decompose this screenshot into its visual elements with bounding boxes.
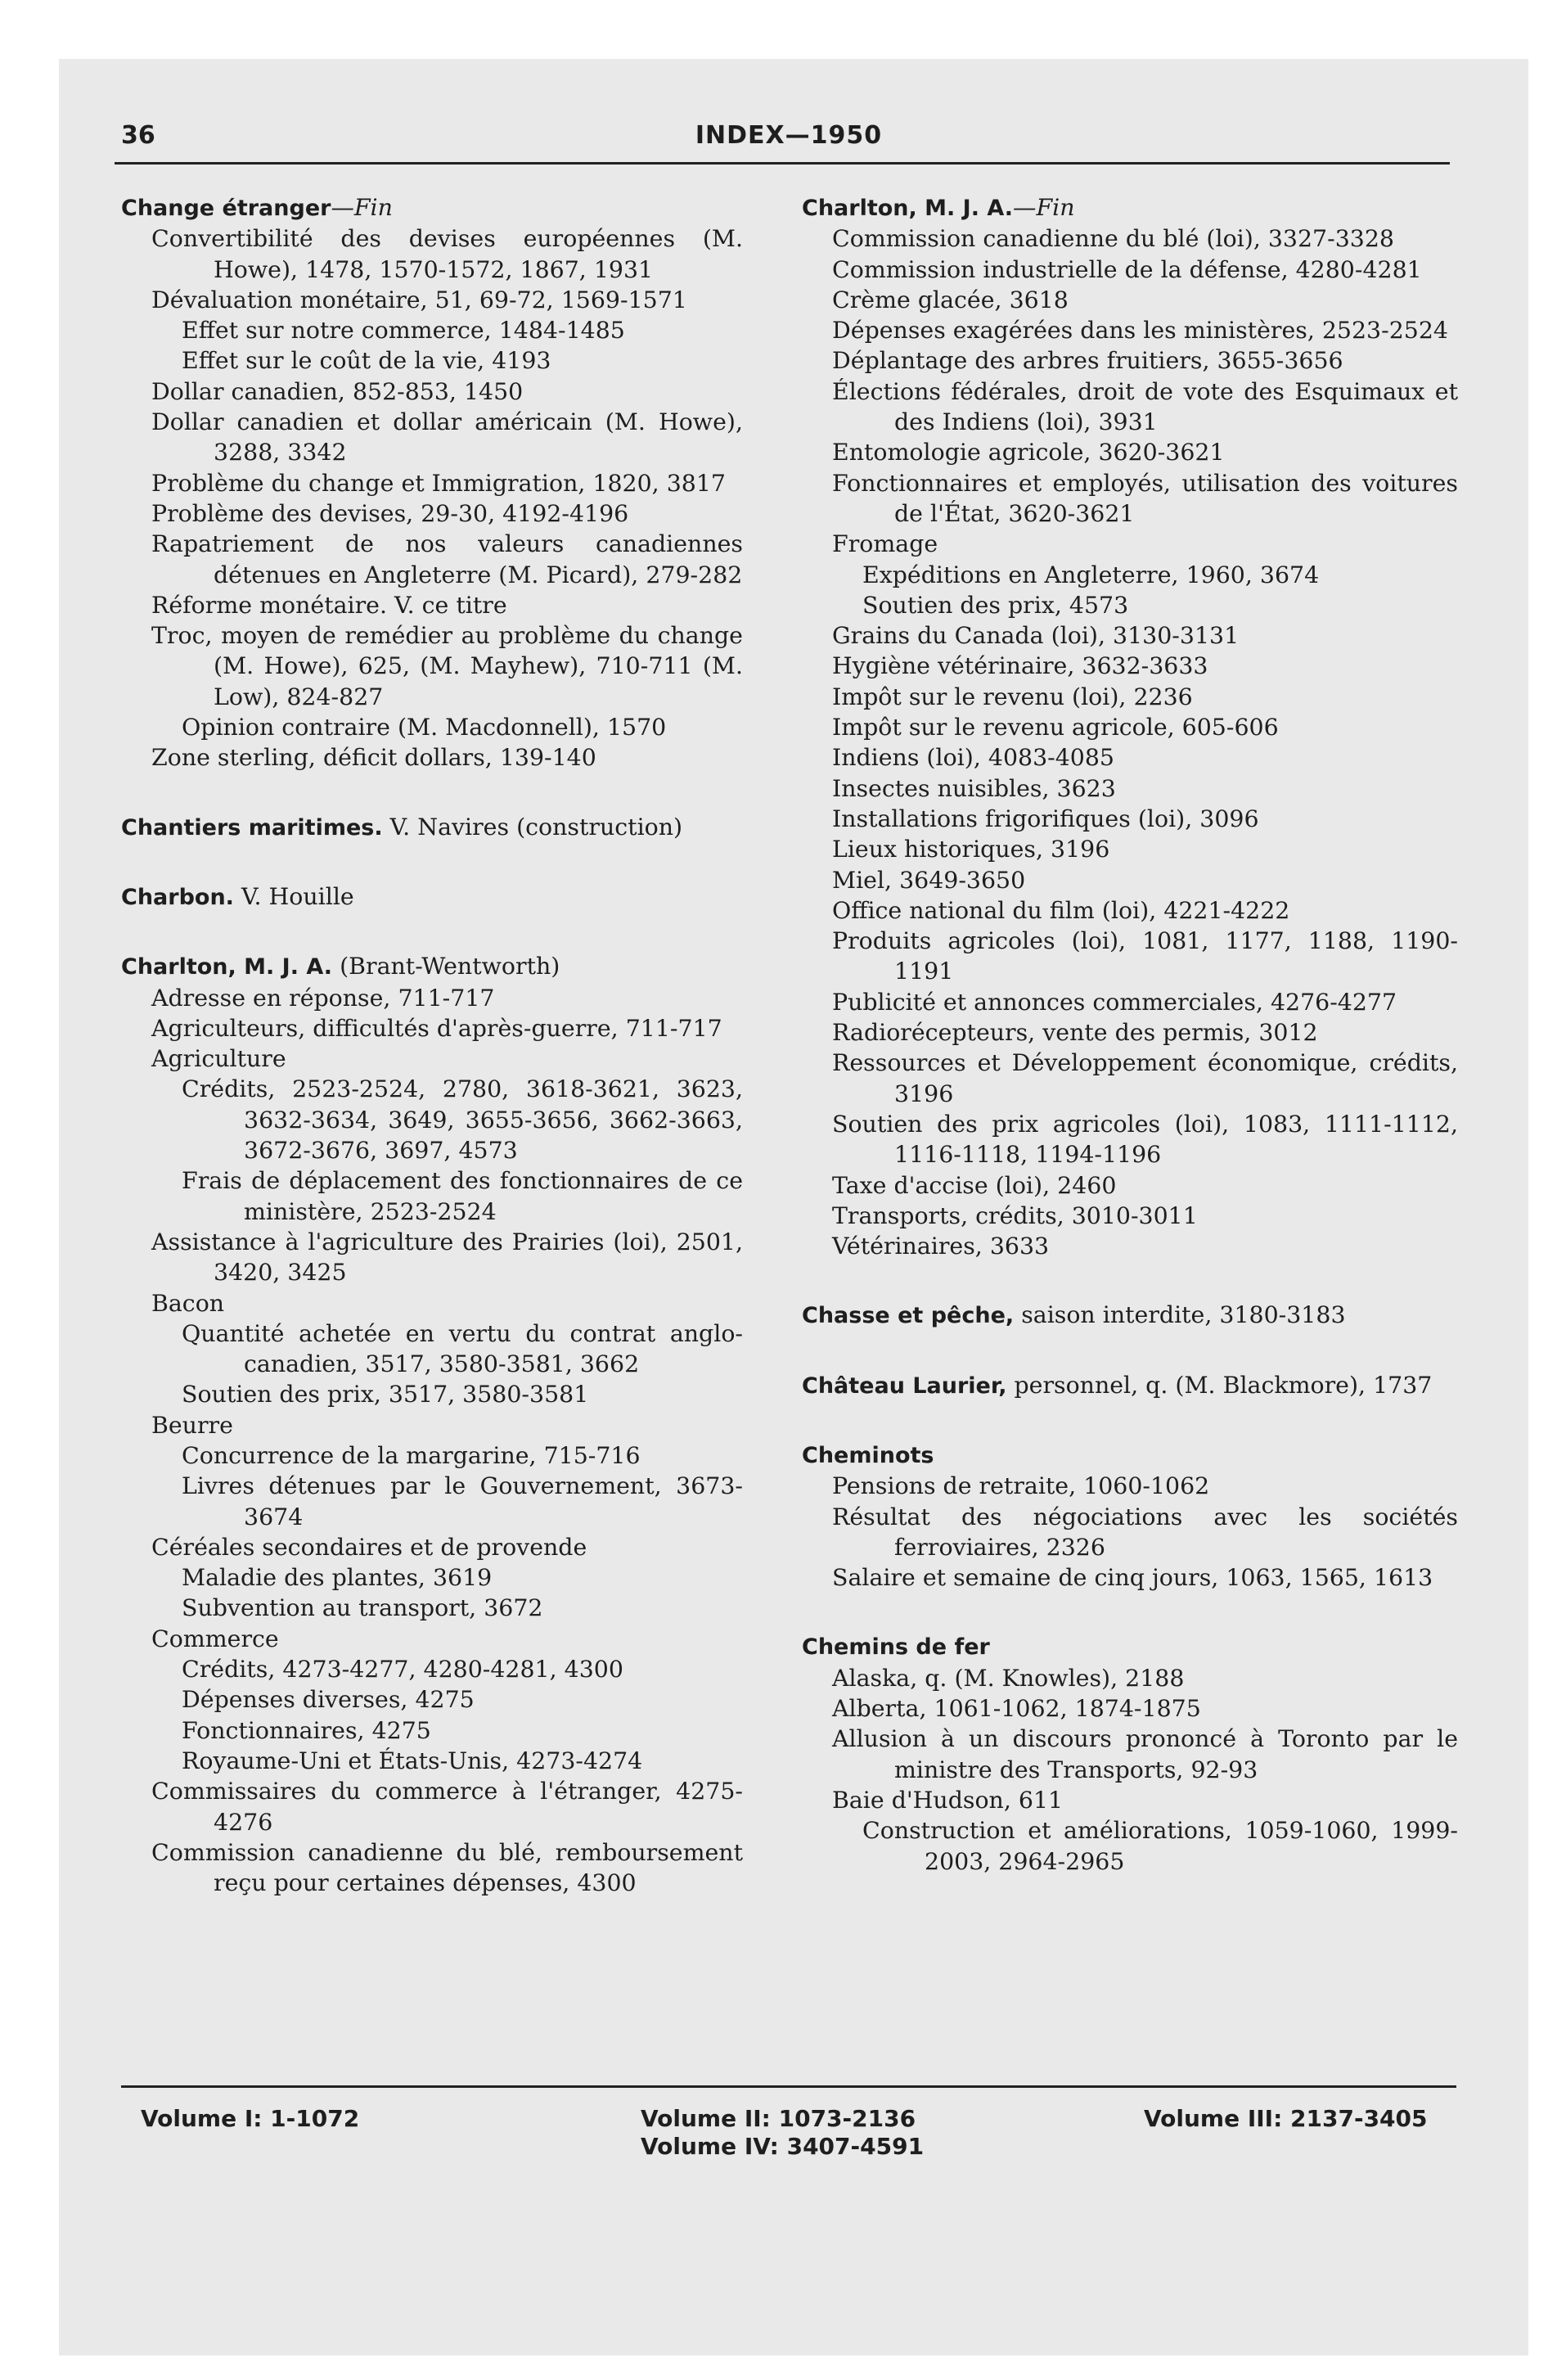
subentry: Céréales secondaires et de provende xyxy=(151,1533,587,1561)
index-entry xyxy=(121,881,743,913)
subentry: Problème des devises, 29-30, 4192-4196 xyxy=(151,499,629,527)
subentry: Réforme monétaire. V. ce titre xyxy=(151,591,507,619)
subentry: Salaire et semaine de cinq jours, 1063, 1565, 1613 xyxy=(832,1564,1433,1592)
subentry: Élections fédérales, droit de vote des Esquimaux et des Indiens (loi), 3931 xyxy=(832,377,1458,436)
subentry: Beurre xyxy=(151,1411,233,1439)
subentry: Dollar canadien, 852-853, 1450 xyxy=(151,377,524,405)
subentry: Fonctionnaires et employés, utilisation des voitures de l'État, 3620-3621 xyxy=(832,469,1458,527)
subentry: Convertibilité des devises européennes (M. Howe), 1478, 1570-1572, 1867, 1931 xyxy=(151,225,743,283)
entry-reference: V. Navires (construction) xyxy=(382,813,683,841)
subentry: Agriculture xyxy=(151,1045,286,1073)
entry-headword: Charlton, M. J. A. xyxy=(802,196,1014,221)
subentry: Commission industrielle de la défense, 4280-4281 xyxy=(832,255,1422,283)
entry-headword: Cheminots xyxy=(802,1442,934,1468)
subentry: Alberta, 1061-1062, 1874-1875 xyxy=(832,1695,1201,1723)
entry-headword: Chemins de fer xyxy=(802,1634,990,1661)
continued-marker: —Fin xyxy=(1013,194,1075,221)
subentry: Office national du film (loi), 4221-4222 xyxy=(832,896,1290,924)
footer-volume-1: Volume I: 1-1072 xyxy=(141,2105,360,2132)
sub-subentry: Effet sur le coût de la vie, 4193 xyxy=(182,347,551,375)
subentry: Commerce xyxy=(151,1625,279,1652)
sub-subentry: Construction et améliorations, 1059-1060, 1999-2003, 2964-2965 xyxy=(862,1817,1458,1875)
subentry: Assistance à l'agriculture des Prairies (loi), 2501, 3420, 3425 xyxy=(151,1228,743,1287)
subentry: Lieux historiques, 3196 xyxy=(832,836,1110,863)
subentry: Dollar canadien et dollar américain (M. Howe), 3288, 3342 xyxy=(151,408,743,467)
entry-headword: Chasse et pêche, xyxy=(802,1303,1015,1329)
subentry: Miel, 3649-3650 xyxy=(832,866,1026,894)
sub-subentry: Opinion contraire (M. Macdonnell), 1570 xyxy=(182,714,667,741)
sub-subentry: Soutien des prix, 4573 xyxy=(862,591,1129,619)
sub-subentry: Frais de déplacement des fonctionnaires de ce ministère, 2523-2524 xyxy=(182,1167,743,1225)
entry-reference: saison interdite, 3180-3183 xyxy=(1014,1301,1346,1329)
sub-subentry: Maladie des plantes, 3619 xyxy=(182,1564,493,1592)
subentry: Commission canadienne du blé, remboursement reçu pour certaines dépenses, 4300 xyxy=(151,1838,743,1897)
index-entry xyxy=(121,192,743,773)
sub-subentry: Soutien des prix, 3517, 3580-3581 xyxy=(182,1381,589,1409)
footer-volume-4: Volume IV: 3407-4591 xyxy=(641,2133,925,2160)
sub-subentry: Concurrence de la margarine, 715-716 xyxy=(182,1441,641,1469)
subentry: Résultat des négociations avec les sociétés ferroviaires, 2326 xyxy=(832,1503,1458,1561)
entry-heading-line xyxy=(802,1440,1458,1471)
continued-marker: —Fin xyxy=(331,194,393,221)
subentry: Impôt sur le revenu agricole, 605-606 xyxy=(832,714,1279,741)
sub-subentry: Expéditions en Angleterre, 1960, 3674 xyxy=(862,561,1320,588)
entry-reference: (Brant-Wentworth) xyxy=(332,953,560,980)
index-entry xyxy=(121,951,743,1898)
entry-headword: Chantiers maritimes. xyxy=(121,814,383,841)
entry-reference: V. Houille xyxy=(233,882,354,910)
entry-headword: Change étranger xyxy=(121,196,331,221)
subentry: Agriculteurs, difficultés d'après-guerre, 711-717 xyxy=(151,1014,722,1042)
footer-rule xyxy=(121,2085,1456,2088)
subentry: Baie d'Hudson, 611 xyxy=(832,1786,1064,1814)
subentry: Produits agricoles (loi), 1081, 1177, 1188, 1190-1191 xyxy=(832,927,1458,985)
sub-subentry: Livres détenues par le Gouvernement, 3673-3674 xyxy=(182,1472,743,1530)
sub-subentry: Subvention au transport, 3672 xyxy=(182,1594,543,1622)
sub-subentry: Royaume-Uni et États-Unis, 4273-4274 xyxy=(182,1747,643,1774)
subentry: Dépenses exagérées dans les ministères, 2523-2524 xyxy=(832,317,1448,345)
index-entry xyxy=(802,1631,1458,1876)
subentry: Pensions de retraite, 1060-1062 xyxy=(832,1472,1210,1500)
subentry: Publicité et annonces commerciales, 4276-4277 xyxy=(832,988,1397,1016)
subentry: Transports, crédits, 3010-3011 xyxy=(832,1201,1198,1229)
index-entry xyxy=(121,812,743,843)
subentry: Taxe d'accise (loi), 2460 xyxy=(832,1171,1117,1199)
entry-heading-line xyxy=(802,1370,1458,1401)
entry-heading-line xyxy=(802,192,1458,223)
sub-subentry: Dépenses diverses, 4275 xyxy=(182,1686,475,1714)
subentry: Ressources et Développement économique, crédits, 3196 xyxy=(832,1049,1458,1107)
entry-headword: Charbon. xyxy=(121,884,234,910)
entry-heading-line xyxy=(121,812,743,843)
subentry: Troc, moyen de remédier au problème du change (M. Howe), 625, (M. Mayhew), 710-711 (M. Low), 824-827 xyxy=(151,622,743,710)
subentry: Dévaluation monétaire, 51, 69-72, 1569-1571 xyxy=(151,286,687,313)
index-entry xyxy=(802,1300,1458,1331)
sub-subentry: Quantité achetée en vertu du contrat anglo-canadien, 3517, 3580-3581, 3662 xyxy=(182,1319,743,1378)
entry-heading-line xyxy=(121,951,743,982)
entry-heading-line xyxy=(802,1631,1458,1662)
subentry: Problème du change et Immigration, 1820, 3817 xyxy=(151,469,726,497)
subentry: Entomologie agricole, 3620-3621 xyxy=(832,439,1225,467)
running-title: INDEX—1950 xyxy=(695,121,883,150)
subentry: Fromage xyxy=(832,530,938,558)
entry-heading-line xyxy=(121,192,743,223)
subentry: Indiens (loi), 4083-4085 xyxy=(832,744,1114,772)
entry-heading-line xyxy=(802,1300,1458,1331)
subentry: Hygiène vétérinaire, 3632-3633 xyxy=(832,652,1208,680)
subentry: Soutien des prix agricoles (loi), 1083, 1111-1112, 1116-1118, 1194-1196 xyxy=(832,1110,1458,1169)
entry-headword: Charlton, M. J. A. xyxy=(121,954,333,980)
subentry: Crème glacée, 3618 xyxy=(832,286,1069,313)
subentry: Commissaires du commerce à l'étranger, 4275-4276 xyxy=(151,1778,743,1836)
sub-subentry: Crédits, 4273-4277, 4280-4281, 4300 xyxy=(182,1656,623,1684)
subentry: Zone sterling, déficit dollars, 139-140 xyxy=(151,744,596,772)
subentry: Vétérinaires, 3633 xyxy=(832,1233,1050,1260)
entry-headword: Château Laurier, xyxy=(802,1373,1007,1399)
subentry: Bacon xyxy=(151,1289,225,1317)
header-rule xyxy=(115,162,1450,165)
subentry: Insectes nuisibles, 3623 xyxy=(832,774,1116,802)
entry-heading-line xyxy=(121,881,743,913)
page-number: 36 xyxy=(121,121,155,150)
subentry: Alaska, q. (M. Knowles), 2188 xyxy=(832,1664,1185,1692)
subentry: Adresse en réponse, 711-717 xyxy=(151,984,495,1012)
sub-subentry: Effet sur notre commerce, 1484-1485 xyxy=(182,317,625,345)
footer-volume-3: Volume III: 2137-3405 xyxy=(1144,2105,1428,2132)
right-column xyxy=(802,192,1458,1877)
left-column xyxy=(121,192,743,1898)
index-entry xyxy=(802,1440,1458,1593)
entry-reference: personnel, q. (M. Blackmore), 1737 xyxy=(1006,1371,1433,1399)
sub-subentry: Fonctionnaires, 4275 xyxy=(182,1716,431,1744)
subentry: Rapatriement de nos valeurs canadiennes détenues en Angleterre (M. Picard), 279-282 xyxy=(151,530,743,588)
footer-volume-2: Volume II: 1073-2136 xyxy=(641,2105,916,2132)
subentry: Impôt sur le revenu (loi), 2236 xyxy=(832,683,1193,710)
subentry: Commission canadienne du blé (loi), 3327-3328 xyxy=(832,225,1394,253)
subentry: Allusion à un discours prononcé à Toronto par le ministre des Transports, 92-93 xyxy=(832,1725,1458,1783)
index-entry xyxy=(802,1370,1458,1401)
index-entry xyxy=(802,192,1458,1261)
subentry: Radiorécepteurs, vente des permis, 3012 xyxy=(832,1019,1318,1047)
subentry: Déplantage des arbres fruitiers, 3655-3656 xyxy=(832,347,1343,375)
sub-subentry: Crédits, 2523-2524, 2780, 3618-3621, 3623, 3632-3634, 3649, 3655-3656, 3662-3663, 3672-3676, 3697, 4573 xyxy=(182,1075,743,1165)
subentry: Grains du Canada (loi), 3130-3131 xyxy=(832,622,1240,650)
subentry: Installations frigorifiques (loi), 3096 xyxy=(832,805,1259,832)
